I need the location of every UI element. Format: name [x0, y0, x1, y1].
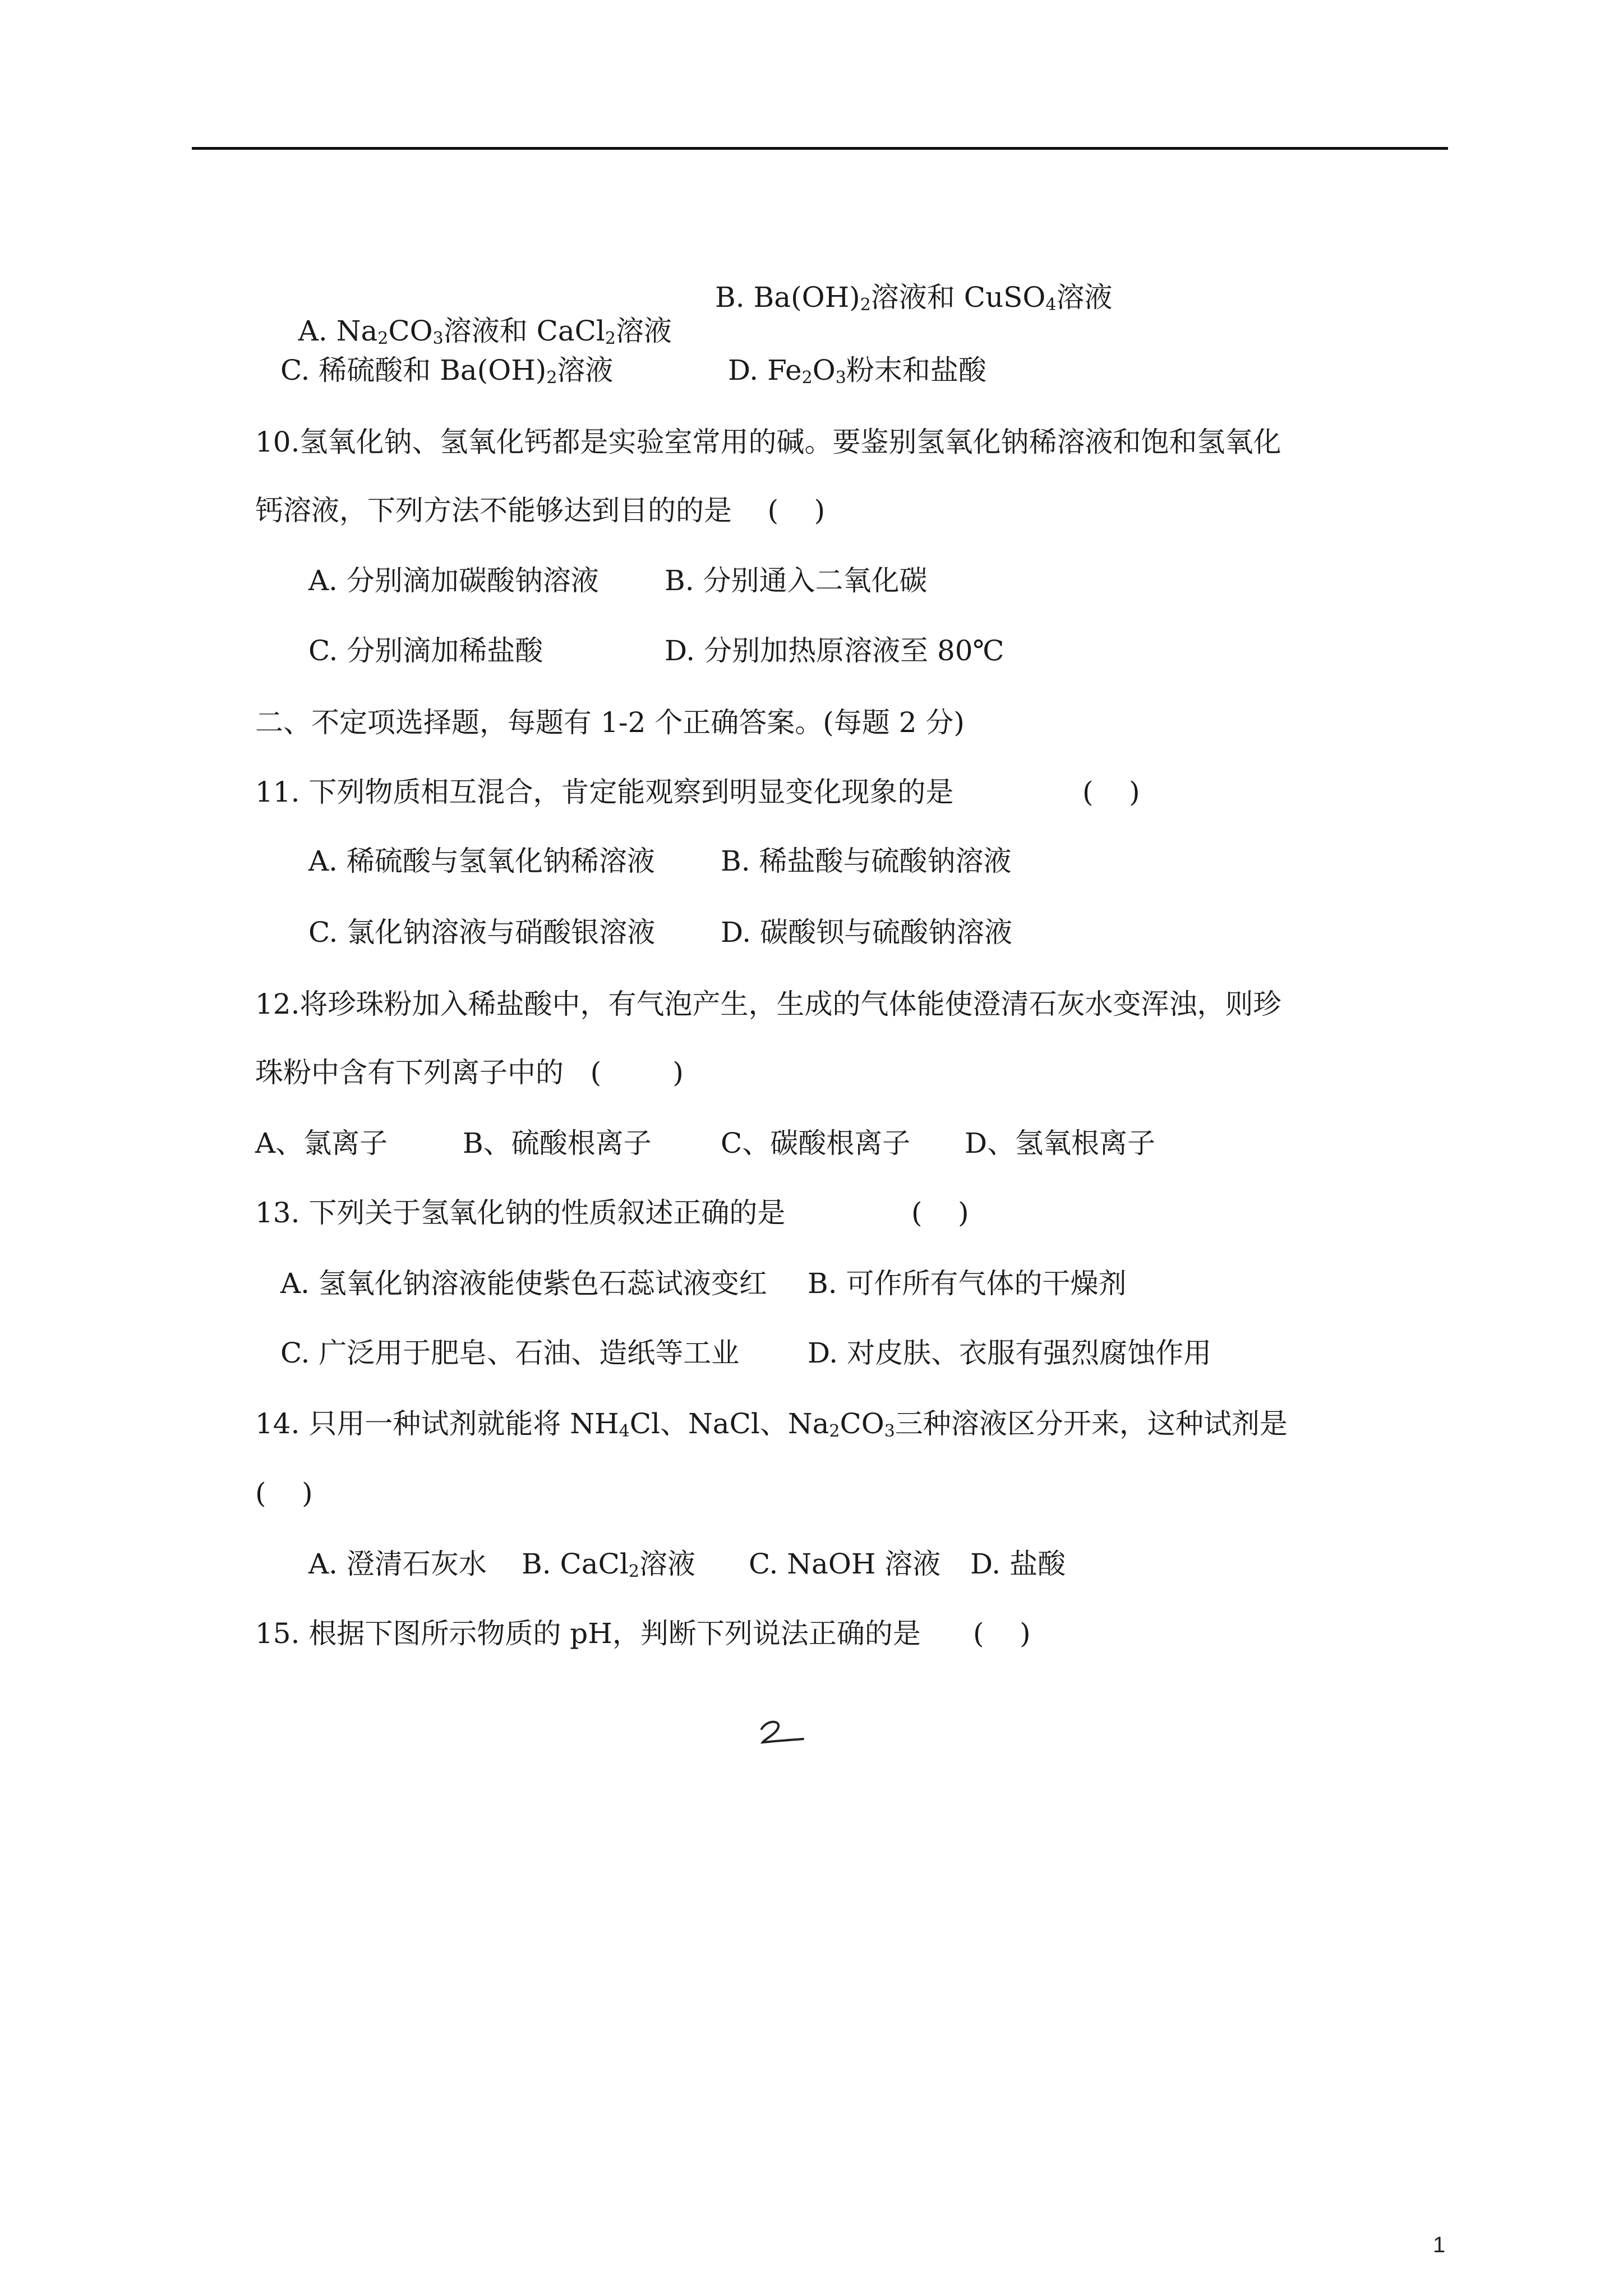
q9-option-c: C. 稀硫酸和 $Ba(OH)_2$溶液: [280, 354, 614, 388]
q11-option-c: C. 氯化钠溶液与硝酸银溶液: [308, 916, 656, 949]
q13-stem: 13. 下列关于氢氧化钠的性质叙述正确的是: [255, 1197, 786, 1229]
q14-answer-bracket: ( ): [255, 1477, 313, 1510]
q10-option-c: C. 分别滴加稀盐酸: [308, 634, 543, 667]
q11-stem: 11. 下列物质相互混合，肯定能观察到明显变化现象的是: [255, 776, 954, 808]
q12-option-c: C、碳酸根离子: [721, 1127, 911, 1159]
q9-option-b: B. $Ba(OH)_2$溶液和 CuSO$_4$溶液: [715, 281, 1113, 315]
q10-option-a: A. 分别滴加碳酸钠溶液: [308, 564, 599, 597]
q15-stem: 15. 根据下图所示物质的 pH，判断下列说法正确的是: [255, 1617, 921, 1650]
q15-answer-bracket: ( ): [973, 1617, 1031, 1650]
q11-option-b: B. 稀盐酸与硫酸钠溶液: [721, 845, 1012, 877]
q9-option-row-1: [280, 280, 672, 348]
q13-option-d: D. 对皮肤、衣服有强烈腐蚀作用: [808, 1337, 1212, 1369]
q13-option-a: A. 氢氧化钠溶液能使紫色石蕊试液变红: [280, 1267, 767, 1300]
section-2-heading: 二、不定项选择题，每题有 1-2 个正确答案。(每题 2 分): [255, 706, 965, 739]
q12-stem-line2: 珠粉中含有下列离子中的 ( ): [255, 1056, 684, 1089]
q10-option-b: B. 分别通入二氧化碳: [665, 564, 928, 597]
q14-stem: 14. 只用一种试剂就能将 $NH_4Cl$、NaCl、$Na_2CO_3$三种溶液区分开来，这种试剂是: [255, 1407, 1288, 1441]
q12-option-d: D、氢氧根离子: [965, 1127, 1156, 1159]
q14-option-b: B. CaCl$_2$溶液: [522, 1548, 695, 1581]
q11-option-d: D. 碳酸钡与硫酸钠溶液: [721, 916, 1013, 949]
q10-stem-line2: 钙溶液，下列方法不能够达到目的的是 ( ): [255, 494, 826, 527]
q12-stem-line1: 12.将珍珠粉加入稀盐酸中，有气泡产生，生成的气体能使澄清石灰水变浑浊，则珍: [255, 988, 1281, 1020]
q12-option-a: A、氯离子: [255, 1127, 388, 1159]
header-rule: [192, 147, 1448, 150]
q13-option-c: C. 广泛用于肥皂、石油、造纸等工业: [280, 1337, 740, 1369]
page-number: 1: [1433, 2233, 1446, 2257]
q10-option-d: D. 分别加热原溶液至 80℃: [665, 634, 1004, 667]
q11-option-a: A. 稀硫酸与氢氧化钠稀溶液: [308, 845, 655, 877]
q14-option-d: D. 盐酸: [970, 1548, 1066, 1580]
q9-option-a: A. $Na_2CO_3$溶液和 CaCl$_2$溶液: [298, 315, 672, 348]
q9-option-d: D. $Fe_2O_3$粉末和盐酸: [728, 354, 986, 388]
q14-option-a: A. 澄清石灰水: [308, 1548, 487, 1580]
q11-answer-bracket: ( ): [1082, 776, 1140, 808]
handwritten-page-mark: [757, 1717, 808, 1750]
q14-option-c: C. NaOH 溶液: [749, 1548, 941, 1580]
q13-option-b: B. 可作所有气体的干燥剂: [808, 1267, 1127, 1300]
q12-option-b: B、硫酸根离子: [463, 1127, 652, 1159]
q13-answer-bracket: ( ): [911, 1197, 969, 1229]
q10-stem-line1: 10.氢氧化钠、氢氧化钙都是实验室常用的碱。要鉴别氢氧化钠稀溶液和饱和氢氧化: [255, 426, 1281, 458]
